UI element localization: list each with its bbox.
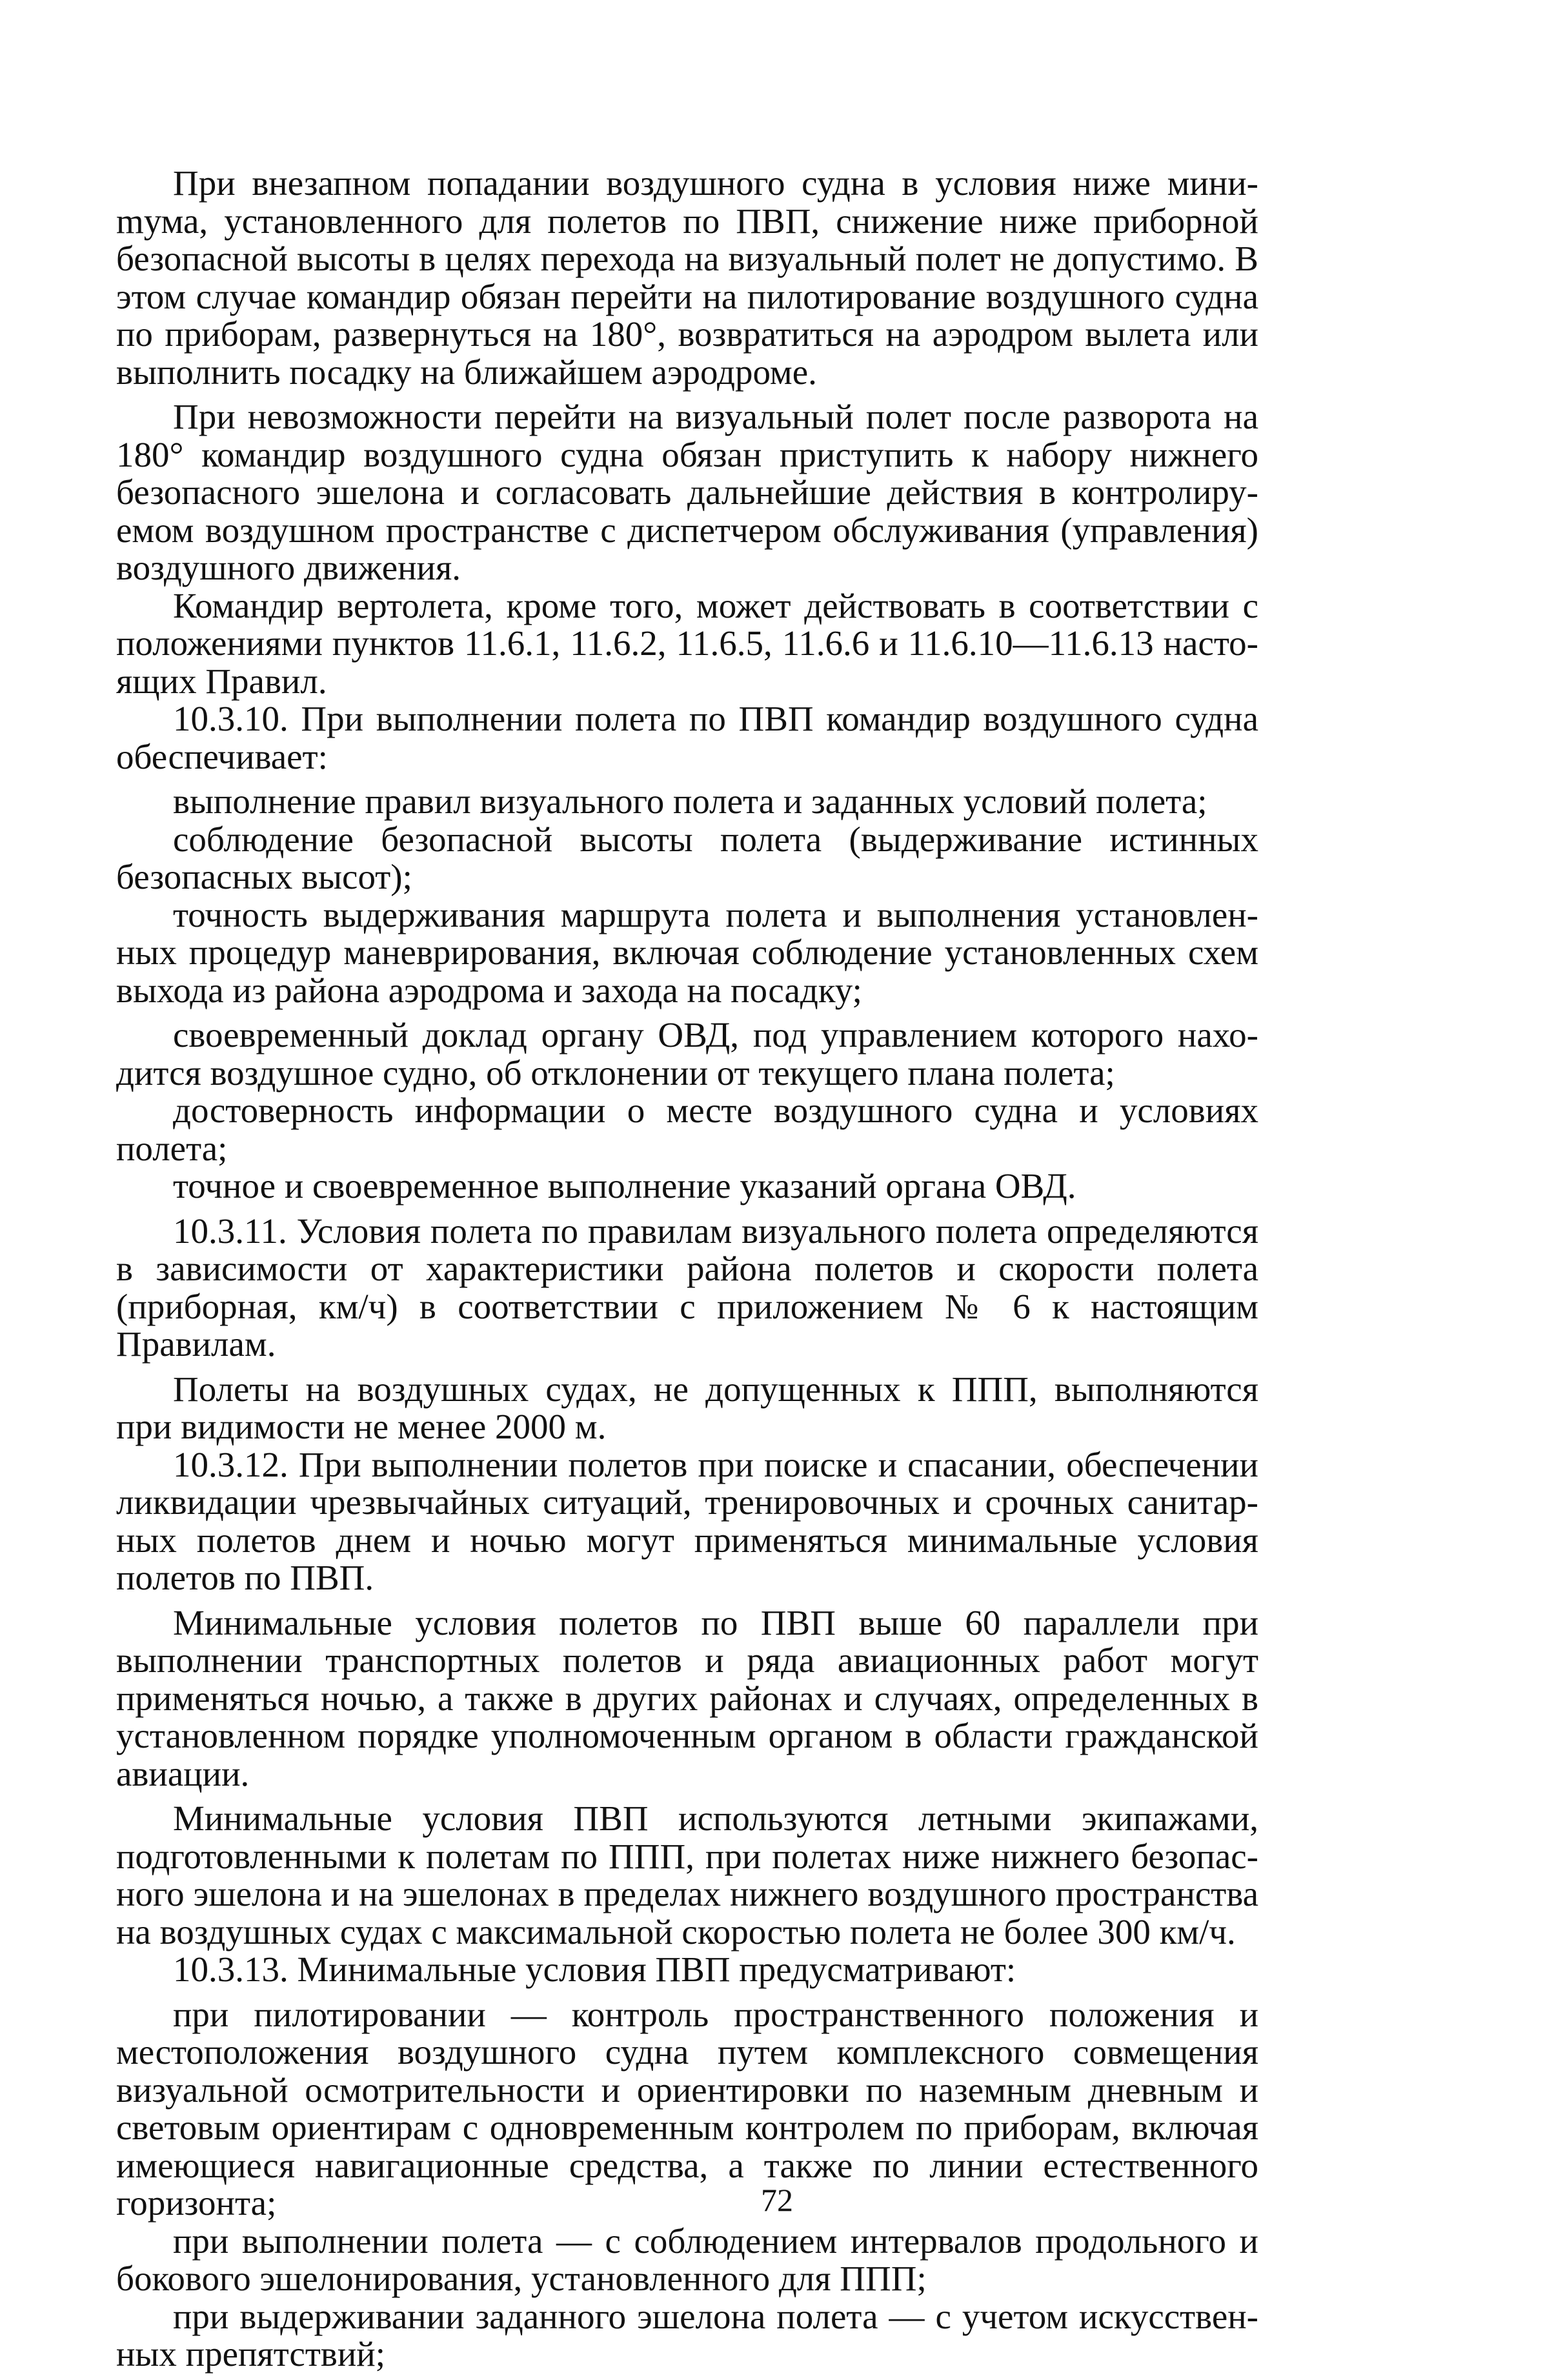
- page-number: 72: [761, 2182, 793, 2218]
- list-item-flight-level: при выдерживании заданного эшелона полета — с учетом искусственных препятствий;: [116, 2296, 1258, 2374]
- paragraph-10-3-11: 10.3.11. Условия полета по правилам визуального полета определяются в зависимости от характеристики района полетов и скорости полета (приборная, км/ч) в соответствии с приложением № 6 к настоящим Правилам.: [116, 1211, 1258, 1364]
- list-item-piloting: при пилотировании — контроль пространственного положения и местоположения воздушного судна путем комплексного совмещения визуальной осмотрительности и ориентировки по наземным дневным и световым ориентирам с одновременным контролем по приборам, включая имеющиеся навигационные средства, а также по линии естественного горизонта;: [116, 1994, 1258, 2223]
- paragraph-below-minimum: При внезапном попадании воздушного судна в условия ниже миниmума, установленного для полетов по ПВП, снижение ниже приборной безопасной высоты в целях перехода на визуальный полет не допустимо. В этом случае командир обязан перейти на пилотирование воздушного судна по приборам, развернуться на 180°, возвратиться на аэродром вылета или выполнить посадку на ближайшем аэродроме.: [116, 163, 1258, 392]
- paragraph-visibility: Полеты на воздушных судах, не допущенных к ППП, выполняются при видимости не менее 2000 м.: [116, 1369, 1258, 1446]
- paragraph-unable-visual: При невозможности перейти на визуальный полет после разворота на 180° командир воздушного судна обязан приступить к набору нижнего безопасного эшелона и согласовать дальнейшие действия в контролируемом воздушном пространстве с диспетчером обслуживания (управления) воздушного движения.: [116, 397, 1258, 587]
- list-item-visual-rules: выполнение правил визуального полета и заданных условий полета;: [173, 782, 1207, 821]
- list-item-route-accuracy: точность выдерживания маршрута полета и выполнения установленных процедур маневрирования, включая соблюдение установленных схем выхода из района аэродрома и захода на посадку;: [116, 894, 1258, 1010]
- page-text: [116, 165, 1258, 2374]
- paragraph-10-3-10: 10.3.10. При выполнении полета по ПВП командир воздушного судна обеспечивает:: [116, 699, 1258, 776]
- list-item-safe-altitude: соблюдение безопасной высоты полета (выдерживание истинных безопасных высот);: [116, 819, 1258, 896]
- paragraph-10-3-13: 10.3.13. Минимальные условия ПВП предусматривают:: [173, 1950, 1016, 1989]
- paragraph-minimum-ifr-crews: Минимальные условия ПВП используются летными экипажами, подготовленными к полетам по ППП, при полетах ниже нижнего безопасного эшелона и на эшелонах в пределах нижнего воздушного пространства на воздушных судах с максимальной скоростью полета не более 300 км/ч.: [116, 1799, 1258, 1951]
- list-item-timely-report: своевременный доклад органу ОВД, под управлением которого находится воздушное судно, об отклонении от текущего плана полета;: [116, 1015, 1258, 1093]
- paragraph-minimum-60-parallel: Минимальные условия полетов по ПВП выше 60 параллели при выполнении транспортных полетов и ряда авиационных работ могут применяться ночью, а также в других районах и случаях, определенных в установленном порядке уполномоченным органом в области гражданской авиации.: [116, 1602, 1258, 1793]
- paragraph-10-3-12: 10.3.12. При выполнении полетов при поиске и спасании, обеспечении ликвидации чрезвычайных ситуаций, тренировочных и срочных санитарных полетов днем и ночью могут применяться минимальные условия полетов по ПВП.: [116, 1444, 1258, 1597]
- list-item-flight-execution: при выполнении полета — с соблюдением интервалов продольного и бокового эшелонирования, установленного для ППП;: [116, 2221, 1258, 2298]
- list-item-atc-instructions: точное и своевременное выполнение указаний органа ОВД.: [173, 1166, 1076, 1205]
- list-item-information-reliability: достоверность информации о месте воздушного судна и условиях полета;: [116, 1091, 1258, 1168]
- paragraph-helicopter-commander: Командир вертолета, кроме того, может действовать в соответствии с положениями пунктов 11.6.1, 11.6.2, 11.6.5, 11.6.6 и 11.6.10—11.6.13 настоящих Правил.: [116, 585, 1258, 701]
